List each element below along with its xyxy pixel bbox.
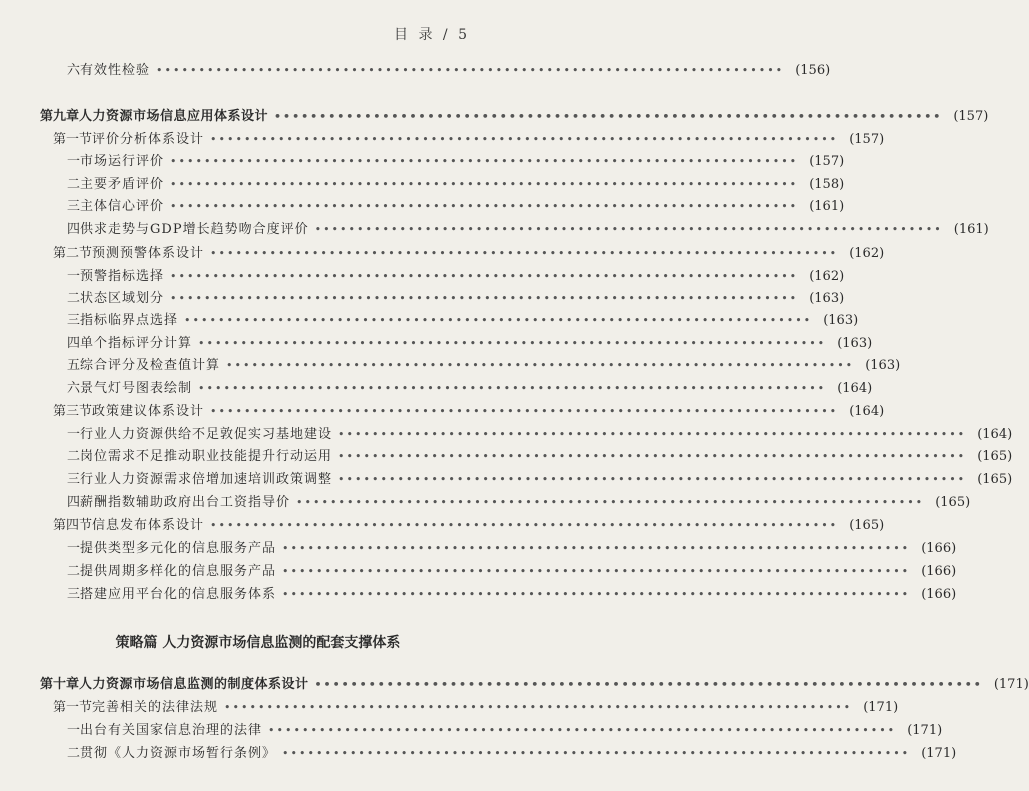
toc-title: 评价分析体系设计: [92, 132, 205, 147]
toc-title: 预警指标选择: [80, 269, 165, 284]
toc-page-number: (163): [865, 358, 901, 373]
toc-item: [67, 722, 943, 740]
toc-page-number: (171): [863, 700, 899, 715]
toc-item: [67, 563, 957, 581]
toc-number: 三: [67, 472, 81, 487]
toc-item: [67, 586, 957, 604]
toc-section: [53, 403, 885, 421]
toc-chapter: [40, 108, 989, 126]
toc-number: 二: [67, 564, 81, 579]
toc-leader-dots: ••••••••••••••••••••••••••••••••••••••••••••••••••••••••••••••••••••••••••: [170, 292, 799, 305]
toc-title: 状态区域划分: [80, 291, 165, 306]
toc-page-number: (166): [921, 587, 957, 602]
toc-leader-dots: ••••••••••••••••••••••••••••••••••••••••••••••••••••••••••••••••••••••••••: [198, 382, 827, 395]
toc-leader-dots: ••••••••••••••••••••••••••••••••••••••••••••••••••••••••••••••••••••••••••: [210, 519, 839, 532]
toc-item: [67, 380, 873, 398]
toc-section: [53, 131, 885, 149]
toc-title: 搭建应用平台化的信息服务体系: [80, 587, 277, 602]
toc-number: 一: [67, 427, 81, 442]
toc-page-number: (171): [907, 723, 943, 738]
toc-number: 二: [67, 449, 81, 464]
toc-leader-dots: ••••••••••••••••••••••••••••••••••••••••••••••••••••••••••••••••••••••••••: [198, 337, 827, 350]
toc-title: 综合评分及检查值计算: [80, 358, 221, 373]
toc-page-number: (163): [823, 313, 859, 328]
toc-page-number: (164): [977, 427, 1013, 442]
toc-item: [67, 335, 873, 353]
toc-page-number: (163): [809, 291, 845, 306]
toc-title: 政策建议体系设计: [92, 404, 205, 419]
toc-chapter: [40, 676, 1029, 694]
toc-leader-dots: ••••••••••••••••••••••••••••••••••••••••••••••••••••••••••••••••••••••••••: [226, 359, 855, 372]
toc-title: 出台有关国家信息治理的法律: [80, 723, 263, 738]
toc-number: 第九章: [40, 109, 80, 124]
toc-page-number: (158): [809, 177, 845, 192]
toc-number: 二: [67, 291, 81, 306]
toc-page-number: (166): [921, 541, 957, 556]
toc-leader-dots: ••••••••••••••••••••••••••••••••••••••••••••••••••••••••••••••••••••••••••: [338, 450, 967, 463]
toc-number: 第三节: [53, 404, 93, 419]
toc-section: [53, 699, 899, 717]
toc-number: 第一节: [53, 700, 93, 715]
toc-number: 一: [67, 269, 81, 284]
toc-number: 一: [67, 723, 81, 738]
toc-leader-dots: ••••••••••••••••••••••••••••••••••••••••••••••••••••••••••••••••••••••••••: [282, 747, 911, 760]
toc-title: 人力资源市场信息监测的制度体系设计: [79, 677, 309, 692]
toc-leader-dots: ••••••••••••••••••••••••••••••••••••••••••••••••••••••••••••••••••••••••••: [210, 247, 839, 260]
toc-leader-dots: ••••••••••••••••••••••••••••••••••••••••••••••••••••••••••••••••••••••••••: [338, 428, 967, 441]
toc-title: 主要矛盾评价: [80, 177, 165, 192]
toc-number: 第二节: [53, 246, 93, 261]
toc-page-number: (162): [849, 246, 885, 261]
toc-title: 指标临界点选择: [80, 313, 179, 328]
toc-title: 贯彻《人力资源市场暂行条例》: [80, 746, 277, 761]
toc-title: 行业人力资源供给不足敦促实习基地建设: [80, 427, 333, 442]
toc-leader-dots: ••••••••••••••••••••••••••••••••••••••••••••••••••••••••••••••••••••••••••: [184, 314, 813, 327]
toc-title: 提供类型多元化的信息服务产品: [80, 541, 277, 556]
part-heading: 策略篇 人力资源市场信息监测的配套支撑体系: [115, 635, 401, 651]
toc-title: 供求走势与GDP增长趋势吻合度评价: [80, 222, 309, 237]
toc-title: 行业人力资源需求倍增加速培训政策调整: [80, 472, 333, 487]
toc-title: 预测预警体系设计: [92, 246, 205, 261]
toc-item: [67, 448, 1013, 466]
page-header: 目 录 / 5: [394, 27, 470, 43]
toc-leader-dots: ••••••••••••••••••••••••••••••••••••••••••••••••••••••••••••••••••••••••••: [170, 155, 799, 168]
toc-page-number: (165): [849, 518, 885, 533]
toc-leader-dots: ••••••••••••••••••••••••••••••••••••••••••••••••••••••••••••••••••••••••••: [210, 405, 839, 418]
toc-title: 景气灯号图表绘制: [80, 381, 193, 396]
toc-number: 一: [67, 541, 81, 556]
toc-page-number: (156): [795, 63, 831, 78]
toc-leader-dots: ••••••••••••••••••••••••••••••••••••••••••••••••••••••••••••••••••••••••••: [268, 724, 897, 737]
toc-number: 一: [67, 154, 81, 169]
toc-leader-dots: ••••••••••••••••••••••••••••••••••••••••••••••••••••••••••••••••••••••••••: [338, 473, 967, 486]
toc-item: [67, 540, 957, 558]
toc-page-number: (161): [953, 222, 989, 237]
toc-title: 提供周期多样化的信息服务产品: [80, 564, 277, 579]
toc-leader-dots: ••••••••••••••••••••••••••••••••••••••••••••••••••••••••••••••••••••••••••: [170, 178, 799, 191]
toc-leader-dots: ••••••••••••••••••••••••••••••••••••••••••••••••••••••••••••••••••••••••••: [170, 200, 799, 213]
toc-page-number: (171): [993, 677, 1029, 692]
toc-page-number: (157): [809, 154, 845, 169]
toc-title: 完善相关的法律法规: [92, 700, 219, 715]
toc-item: [67, 62, 831, 80]
toc-number: 三: [67, 199, 81, 214]
toc-number: 六: [67, 381, 81, 396]
toc-number: 六: [67, 63, 81, 78]
toc-number: 第四节: [53, 518, 93, 533]
toc-leader-dots: ••••••••••••••••••••••••••••••••••••••••••••••••••••••••••••••••••••••••••: [210, 133, 839, 146]
toc-title: 单个指标评分计算: [80, 336, 193, 351]
toc-item: [67, 745, 957, 763]
toc-leader-dots: ••••••••••••••••••••••••••••••••••••••••••••••••••••••••••••••••••••••••••: [282, 565, 911, 578]
toc-page-number: (165): [977, 449, 1013, 464]
toc-section: [53, 517, 885, 535]
toc-number: 四: [67, 222, 81, 237]
toc-item: [67, 426, 1013, 444]
toc-title: 薪酬指数辅助政府出台工资指导价: [80, 495, 291, 510]
toc-section: [53, 245, 885, 263]
toc-title: 有效性检验: [80, 63, 151, 78]
toc-item: [67, 153, 845, 171]
toc-page-number: (164): [837, 381, 873, 396]
toc-number: 四: [67, 495, 81, 510]
toc-title: 岗位需求不足推动职业技能提升行动运用: [80, 449, 333, 464]
toc-page-number: (162): [809, 269, 845, 284]
toc-number: 二: [67, 177, 81, 192]
toc-item: [67, 176, 845, 194]
toc-item: [67, 494, 971, 512]
toc-number: 五: [67, 358, 81, 373]
toc-leader-dots: ••••••••••••••••••••••••••••••••••••••••••••••••••••••••••••••••••••••••••: [170, 270, 799, 283]
toc-number: 三: [67, 587, 81, 602]
toc-number: 三: [67, 313, 81, 328]
toc-leader-dots: ••••••••••••••••••••••••••••••••••••••••••••••••••••••••••••••••••••••••••: [314, 678, 983, 691]
toc-page-number: (157): [849, 132, 885, 147]
toc-leader-dots: ••••••••••••••••••••••••••••••••••••••••••••••••••••••••••••••••••••••••••: [274, 110, 943, 123]
toc-page-number: (157): [953, 109, 989, 124]
toc-leader-dots: ••••••••••••••••••••••••••••••••••••••••••••••••••••••••••••••••••••••••••: [314, 223, 943, 236]
toc-leader-dots: ••••••••••••••••••••••••••••••••••••••••••••••••••••••••••••••••••••••••••: [282, 588, 911, 601]
toc-page-number: (165): [977, 472, 1013, 487]
toc-leader-dots: ••••••••••••••••••••••••••••••••••••••••••••••••••••••••••••••••••••••••••: [156, 64, 785, 77]
toc-item: [67, 268, 845, 286]
toc-number: 二: [67, 746, 81, 761]
toc-title: 主体信心评价: [80, 199, 165, 214]
toc-page-number: (171): [921, 746, 957, 761]
toc-page-number: (165): [935, 495, 971, 510]
toc-title: 人力资源市场信息应用体系设计: [79, 109, 269, 124]
toc-page-number: (166): [921, 564, 957, 579]
toc-item: [67, 312, 859, 330]
toc-number: 四: [67, 336, 81, 351]
toc-item: [67, 221, 989, 239]
toc-leader-dots: ••••••••••••••••••••••••••••••••••••••••••••••••••••••••••••••••••••••••••: [296, 496, 925, 509]
toc-page-number: (163): [837, 336, 873, 351]
toc-number: 第一节: [53, 132, 93, 147]
toc-item: [67, 471, 1013, 489]
toc-title: 信息发布体系设计: [92, 518, 205, 533]
toc-item: [67, 198, 845, 216]
toc-leader-dots: ••••••••••••••••••••••••••••••••••••••••••••••••••••••••••••••••••••••••••: [282, 542, 911, 555]
toc-number: 第十章: [40, 677, 80, 692]
toc-leader-dots: ••••••••••••••••••••••••••••••••••••••••••••••••••••••••••••••••••••••••••: [224, 701, 853, 714]
toc-page-number: (164): [849, 404, 885, 419]
toc-title: 市场运行评价: [80, 154, 165, 169]
toc-item: [67, 357, 901, 375]
toc-item: [67, 290, 845, 308]
toc-page-number: (161): [809, 199, 845, 214]
